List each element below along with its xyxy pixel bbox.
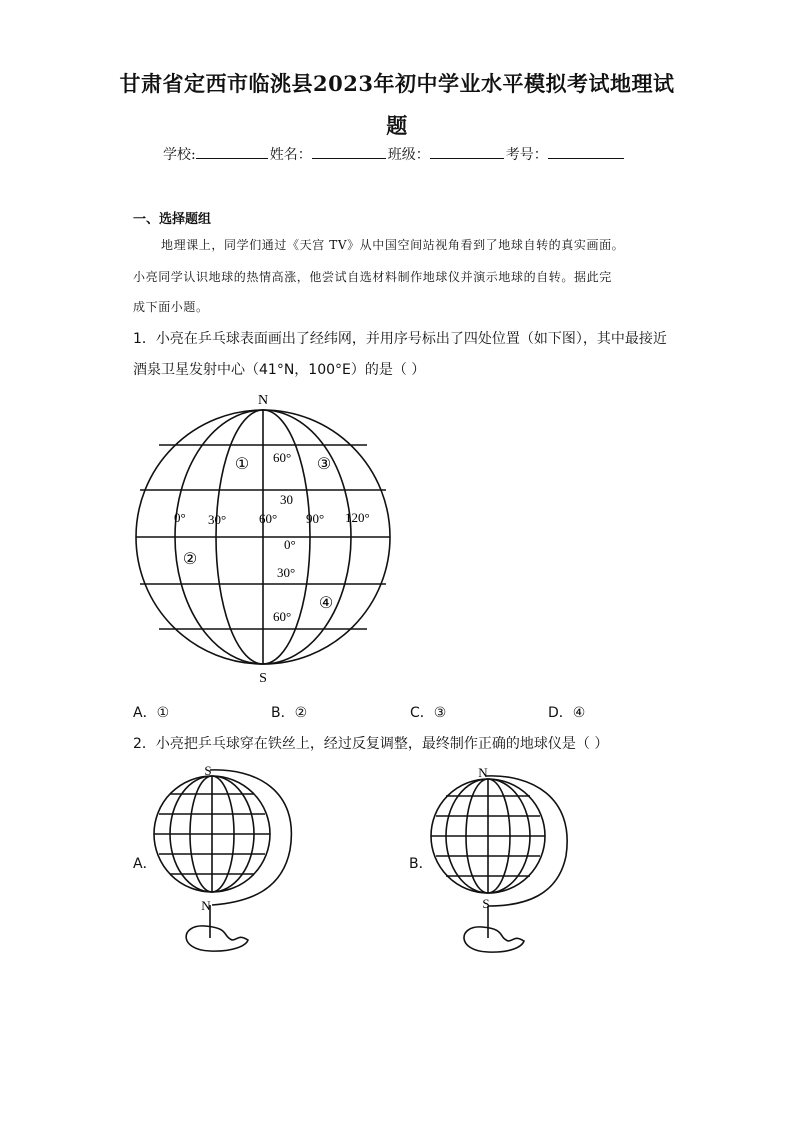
number-blank[interactable] (548, 144, 624, 159)
q2-line1: 2．小亮把乒乓球穿在铁丝上，经过反复调整，最终制作正确的地球仪是（ ） (133, 736, 609, 752)
lon-label-0: 0° (174, 510, 186, 525)
lat-label-30n: 30 (280, 492, 293, 507)
lat-label-0: 0° (284, 537, 296, 552)
intro-line1: 地理课上，同学们通过《天宫 TV》从中国空间站视角看到了地球自转的真实画面。 (161, 238, 625, 252)
option-value: ② (294, 705, 308, 721)
option-value: ① (156, 705, 170, 721)
option-value: ④ (572, 705, 586, 721)
intro-line2: 小亮同学认识地球的热情高涨，他尝试自选材料制作地球仪并演示地球的自转。据此完 (133, 270, 612, 284)
option-value: ③ (433, 705, 447, 721)
q1-option-c[interactable] (410, 702, 446, 722)
globe-b-bottom-label: S (482, 896, 490, 911)
option-letter: D． (548, 705, 573, 721)
page-title-line1: 甘肃省定西市临洮县2023年初中学业水平模拟考试地理试 (119, 71, 675, 96)
q1-option-d[interactable] (548, 702, 585, 722)
lon-label-30: 30° (208, 512, 227, 527)
marker-1: ① (234, 456, 250, 473)
marker-2: ② (182, 551, 198, 568)
student-info-row (163, 144, 626, 164)
globe-a-base (186, 926, 248, 951)
marker-3: ③ (316, 456, 332, 473)
south-pole-label: S (259, 671, 267, 686)
lon-label-90: 90° (306, 511, 325, 526)
q2-option-a-label[interactable]: A． (133, 856, 157, 872)
number-label: 考号： (505, 147, 548, 163)
north-pole-label: N (257, 393, 269, 408)
globe-a-top-label: S (204, 763, 212, 778)
marker-4: ④ (318, 595, 334, 612)
intro-line3: 成下面小题。 (133, 300, 209, 314)
globe-grid (136, 410, 390, 664)
option-letter: B． (271, 705, 295, 721)
q1-line2: 酒泉卫星发射中心（41°N，100°E）的是（ ） (133, 362, 426, 378)
lat-label-60n: 60° (273, 450, 292, 465)
school-blank[interactable] (196, 144, 268, 159)
class-blank[interactable] (430, 144, 504, 159)
globe-b-top-label: N (478, 765, 488, 780)
globe-b-base (464, 927, 524, 952)
option-letter: C． (410, 705, 434, 721)
globe-figure (130, 388, 400, 688)
q2-option-b-label[interactable]: B． (409, 856, 433, 872)
lon-label-120: 120° (345, 510, 370, 525)
option-letter: A． (133, 705, 157, 721)
lon-label-60: 60° (259, 511, 278, 526)
globe-a-bottom-label: N (201, 898, 211, 913)
class-label: 班级： (387, 147, 430, 163)
school-label: 学校: (163, 147, 196, 163)
q1-option-b[interactable] (271, 702, 307, 722)
lat-label-60s: 60° (273, 609, 292, 624)
q1-line1: 1．小亮在乒乓球表面画出了经纬网，并用序号标出了四处位置（如下图），其中最接近 (133, 331, 667, 347)
globe-model-b[interactable] (425, 760, 575, 960)
section-heading: 一、选择题组 (133, 212, 212, 227)
lat-label-30s: 30° (277, 565, 296, 580)
globe-model-a[interactable] (150, 760, 300, 960)
name-blank[interactable] (312, 144, 386, 159)
q1-option-a[interactable] (133, 702, 169, 722)
name-label: 姓名： (269, 147, 312, 163)
page-title-line2: 题 (386, 113, 408, 138)
